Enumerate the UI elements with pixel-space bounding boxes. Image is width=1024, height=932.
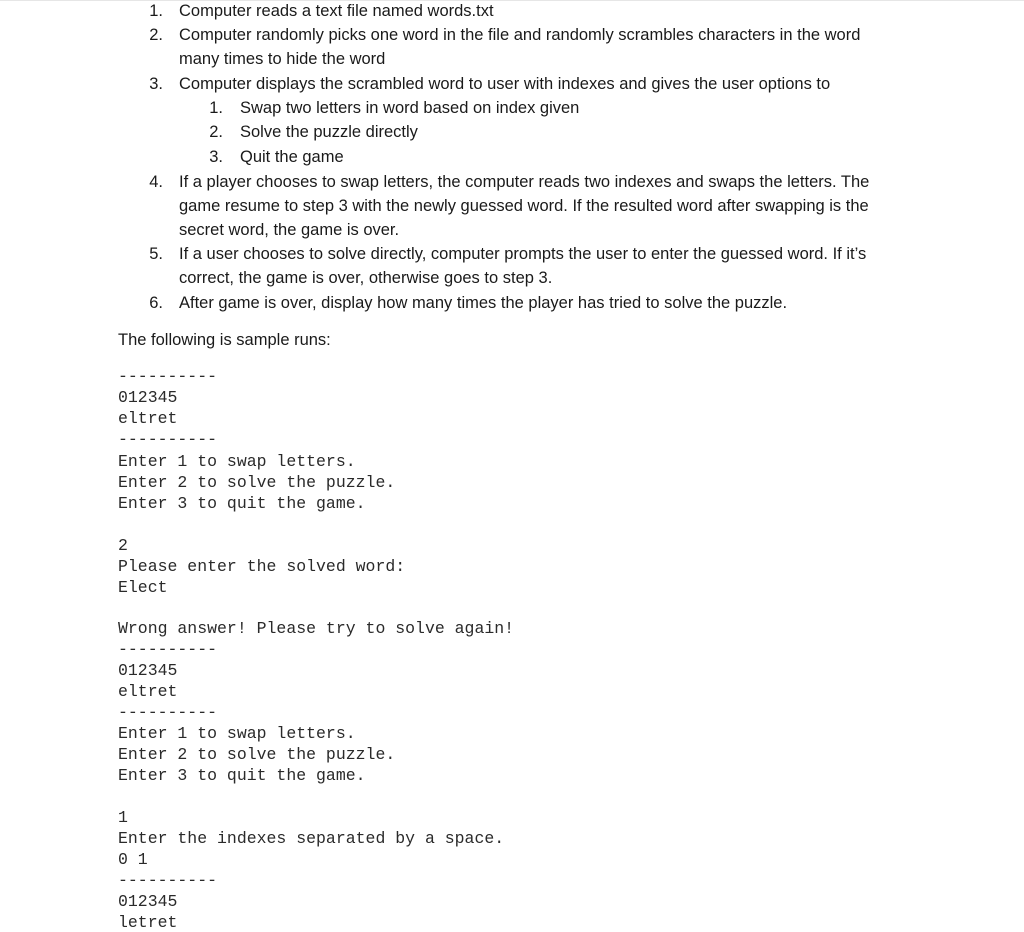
console-scrambled-word: letret: [118, 913, 178, 932]
step-5-text-line-2: correct, the game is over, otherwise goes to step 3.: [179, 269, 553, 287]
console-separator: ----------: [118, 871, 218, 890]
console-index-row: 012345: [118, 661, 178, 680]
step-2-text-line-1: Computer randomly picks one word in the file and randomly scrambles characters in the word: [179, 26, 861, 44]
step-6-number: 6.: [149, 294, 163, 312]
console-menu-option-2: Enter 2 to solve the puzzle.: [118, 745, 396, 764]
substep-3-number: 3.: [209, 148, 223, 166]
substep-1-number: 1.: [209, 99, 223, 117]
console-scrambled-word: eltret: [118, 682, 178, 701]
step-4-number: 4.: [149, 173, 163, 191]
console-menu-option-3: Enter 3 to quit the game.: [118, 766, 366, 785]
step-3-number: 3.: [149, 75, 163, 93]
console-solve-prompt: Please enter the solved word:: [118, 557, 406, 576]
step-2-text-line-2: many times to hide the word: [179, 50, 386, 68]
step-1-number: 1.: [149, 2, 163, 20]
substep-2-text: Solve the puzzle directly: [240, 123, 418, 141]
step-4-text-line-1: If a player chooses to swap letters, the computer reads two indexes and swaps the letters. The: [179, 173, 870, 191]
console-scrambled-word: eltret: [118, 409, 178, 428]
console-user-indexes: 0 1: [118, 850, 148, 869]
step-3-text: Computer displays the scrambled word to user with indexes and gives the user options to: [179, 75, 831, 93]
console-index-row: 012345: [118, 892, 178, 911]
substep-3-text: Quit the game: [240, 148, 344, 166]
console-separator: ----------: [118, 703, 218, 722]
step-5-number: 5.: [149, 245, 163, 263]
sample-runs-intro: The following is sample runs:: [118, 331, 331, 349]
step-1-text: Computer reads a text file named words.txt: [179, 2, 494, 20]
console-menu-option-1: Enter 1 to swap letters.: [118, 724, 356, 743]
console-menu-option-3: Enter 3 to quit the game.: [118, 494, 366, 513]
console-user-choice: 1: [118, 808, 128, 827]
step-6-text: After game is over, display how many times the player has tried to solve the puzzle.: [179, 294, 788, 312]
step-4-text-line-3: secret word, the game is over.: [179, 221, 400, 239]
console-separator: ----------: [118, 640, 218, 659]
substep-1-text: Swap two letters in word based on index given: [240, 99, 580, 117]
console-index-row: 012345: [118, 388, 178, 407]
step-4-text-line-2: game resume to step 3 with the newly guessed word. If the resulted word after swapping is the: [179, 197, 869, 215]
console-user-guess: Elect: [118, 578, 168, 597]
substep-2-number: 2.: [209, 123, 223, 141]
console-wrong-answer: Wrong answer! Please try to solve again!: [118, 619, 515, 638]
console-separator: ----------: [118, 367, 218, 386]
console-separator: ----------: [118, 430, 218, 449]
step-2-number: 2.: [149, 26, 163, 44]
console-menu-option-2: Enter 2 to solve the puzzle.: [118, 473, 396, 492]
console-index-prompt: Enter the indexes separated by a space.: [118, 829, 505, 848]
console-menu-option-1: Enter 1 to swap letters.: [118, 452, 356, 471]
page-top-border: [0, 0, 1024, 1]
console-user-choice: 2: [118, 536, 128, 555]
step-5-text-line-1: If a user chooses to solve directly, computer prompts the user to enter the guessed word. If it’s: [179, 245, 867, 263]
